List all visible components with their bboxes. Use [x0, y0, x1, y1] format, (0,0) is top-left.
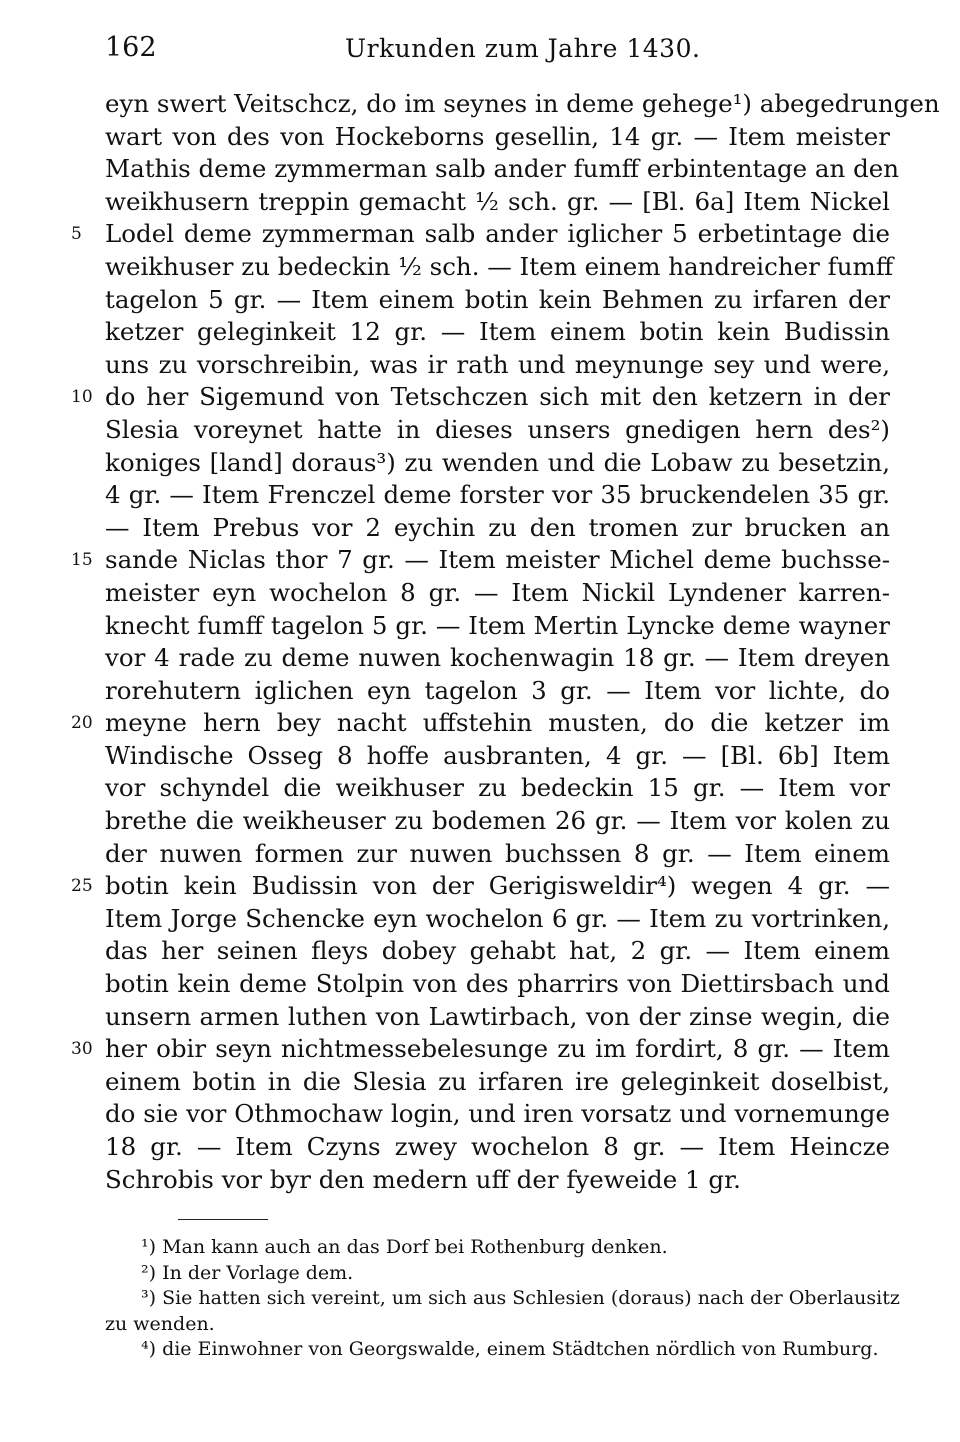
line-text: wart von des von Hockeborns gesellin, 14 gr. — Item meister	[105, 121, 890, 151]
line-text: einem botin in die Slesia zu irfaren ire geleginkeit doselbist,	[105, 1066, 890, 1096]
text-line	[105, 1066, 890, 1099]
line-text: — Item Prebus vor 2 eychin zu den tromen zur brucken an	[105, 512, 890, 542]
line-text: Schrobis vor byr den medern uff der fyeweide 1 gr.	[105, 1164, 741, 1194]
text-line	[105, 610, 890, 643]
text-line	[105, 740, 890, 773]
text-line	[105, 349, 890, 382]
text-line	[105, 121, 890, 154]
text-line	[71, 381, 890, 414]
line-text: botin kein Budissin von der Gerigisweldir⁴) wegen 4 gr. —	[105, 871, 890, 901]
footnote: ¹) Man kann auch an das Dorf bei Rothenburg denken.	[141, 1236, 668, 1258]
text-line	[105, 284, 890, 317]
line-number: 30	[71, 1039, 93, 1060]
line-text: Windische Osseg 8 hoffe ausbranten, 4 gr. — [Bl. 6b] Item	[105, 740, 890, 770]
line-text: 18 gr. — Item Czyns zwey wochelon 8 gr. — Item Heincze	[105, 1132, 890, 1161]
line-text: do her Sigemund von Tetschczen sich mit den ketzern in der	[105, 382, 890, 412]
text-line	[105, 1098, 890, 1131]
text-line	[105, 772, 890, 805]
footnotes	[105, 1235, 905, 1363]
text-line	[105, 577, 890, 610]
text-line	[105, 447, 890, 480]
line-text: koniges [land] doraus³) zu wenden und die Lobaw zu besetzin,	[105, 447, 890, 477]
line-number: 15	[71, 550, 93, 571]
text-line	[105, 675, 890, 708]
line-text: der nuwen formen zur nuwen buchssen 8 gr. — Item einem	[105, 838, 890, 868]
line-text: ketzer geleginkeit 12 gr. — Item einem botin kein Budissin	[105, 317, 890, 347]
text-line	[105, 838, 890, 871]
line-text: meister eyn wochelon 8 gr. — Item Nickil Lyndener karren-	[105, 577, 890, 607]
text-line	[71, 1033, 890, 1066]
line-text: uns zu vorschreibin, was ir rath und meynunge sey und were,	[105, 349, 890, 379]
text-line	[105, 1164, 890, 1197]
text-line	[71, 707, 890, 740]
line-text: vor schyndel die weikhuser zu bedeckin 15 gr. — Item vor	[105, 773, 890, 803]
line-text: rorehutern iglichen eyn tagelon 3 gr. — Item vor lichte, do	[105, 675, 890, 705]
line-text: sande Niclas thor 7 gr. — Item meister Michel deme buchsse-	[105, 545, 890, 575]
line-text: Item Jorge Schencke eyn wochelon 6 gr. — Item zu vortrinken,	[105, 903, 890, 933]
text-line	[105, 186, 890, 219]
line-text: meyne hern bey nacht uffstehin musten, do die ketzer im	[105, 708, 890, 738]
text-line	[105, 805, 890, 838]
line-text: 4 gr. — Item Frenczel deme forster vor 35 bruckendelen 35 gr.	[105, 480, 890, 510]
line-text: eyn swert Veitschcz, do im seynes in deme gehege¹) abegedrungen	[105, 89, 940, 118]
line-number: 5	[71, 224, 82, 245]
line-text: Mathis deme zymmerman salb ander fumff erbintentage an den	[105, 154, 900, 184]
line-text: knecht fumff tagelon 5 gr. — Item Mertin Lyncke deme wayner	[105, 610, 890, 640]
text-line	[105, 642, 890, 675]
text-line	[105, 512, 890, 545]
text-line	[105, 968, 890, 1001]
line-text: das her seinen fleys dobey gehabt hat, 2 gr. — Item einem	[105, 936, 890, 966]
line-text: Lodel deme zymmerman salb ander iglicher 5 erbetintage die	[105, 219, 890, 249]
line-text: her obir seyn nichtmessebelesunge zu im fordirt, 8 gr. — Item	[105, 1034, 890, 1064]
text-line	[105, 251, 894, 284]
text-line	[105, 1001, 890, 1034]
footnote: ⁴) die Einwohner von Georgswalde, einem Städtchen nördlich von Rumburg.	[141, 1338, 879, 1360]
line-text: Slesia voreynet hatte in dieses unsers gnedigen hern des²)	[105, 414, 890, 444]
line-text: do sie vor Othmochaw login, und iren vorsatz und vornemunge	[105, 1099, 890, 1129]
body-text	[71, 88, 940, 1196]
line-text: weikhuser zu bedeckin ½ sch. — Item einem handreicher fumff	[105, 251, 894, 281]
line-text: botin kein deme Stolpin von des pharrirs von Diettirsbach und	[105, 969, 890, 999]
line-text: brethe die weikheuser zu bodemen 26 gr. — Item vor kolen zu	[105, 806, 890, 836]
line-text: vor 4 rade zu deme nuwen kochenwagin 18 gr. — Item dreyen	[105, 643, 890, 673]
line-number: 25	[71, 876, 93, 897]
text-line	[105, 153, 900, 186]
line-text: unsern armen luthen von Lawtirbach, von der zinse wegin, die	[105, 1001, 890, 1031]
footnote: ³) Sie hatten sich vereint, um sich aus Schlesien (doraus) nach der Oberlausitz	[141, 1287, 900, 1309]
page-number: 162	[105, 32, 157, 63]
text-line	[105, 903, 890, 936]
text-line	[71, 870, 890, 903]
line-text: weikhusern treppin gemacht ½ sch. gr. — [Bl. 6a] Item Nickel	[105, 186, 890, 216]
text-line	[71, 544, 890, 577]
text-line	[105, 935, 890, 968]
text-line	[105, 414, 890, 447]
footnote-rule	[178, 1219, 268, 1220]
text-line	[105, 316, 890, 349]
text-line	[71, 218, 890, 251]
footnote: ²) In der Vorlage dem.	[141, 1261, 354, 1284]
text-line	[105, 1131, 890, 1164]
text-line	[105, 88, 940, 121]
footnote: zu wenden.	[105, 1312, 215, 1335]
line-number: 10	[71, 387, 93, 408]
page-header	[105, 28, 885, 68]
text-line	[105, 479, 890, 512]
line-text: tagelon 5 gr. — Item einem botin kein Behmen zu irfaren der	[105, 284, 890, 314]
running-head: Urkunden zum Jahre 1430.	[345, 34, 701, 63]
line-number: 20	[71, 713, 93, 734]
